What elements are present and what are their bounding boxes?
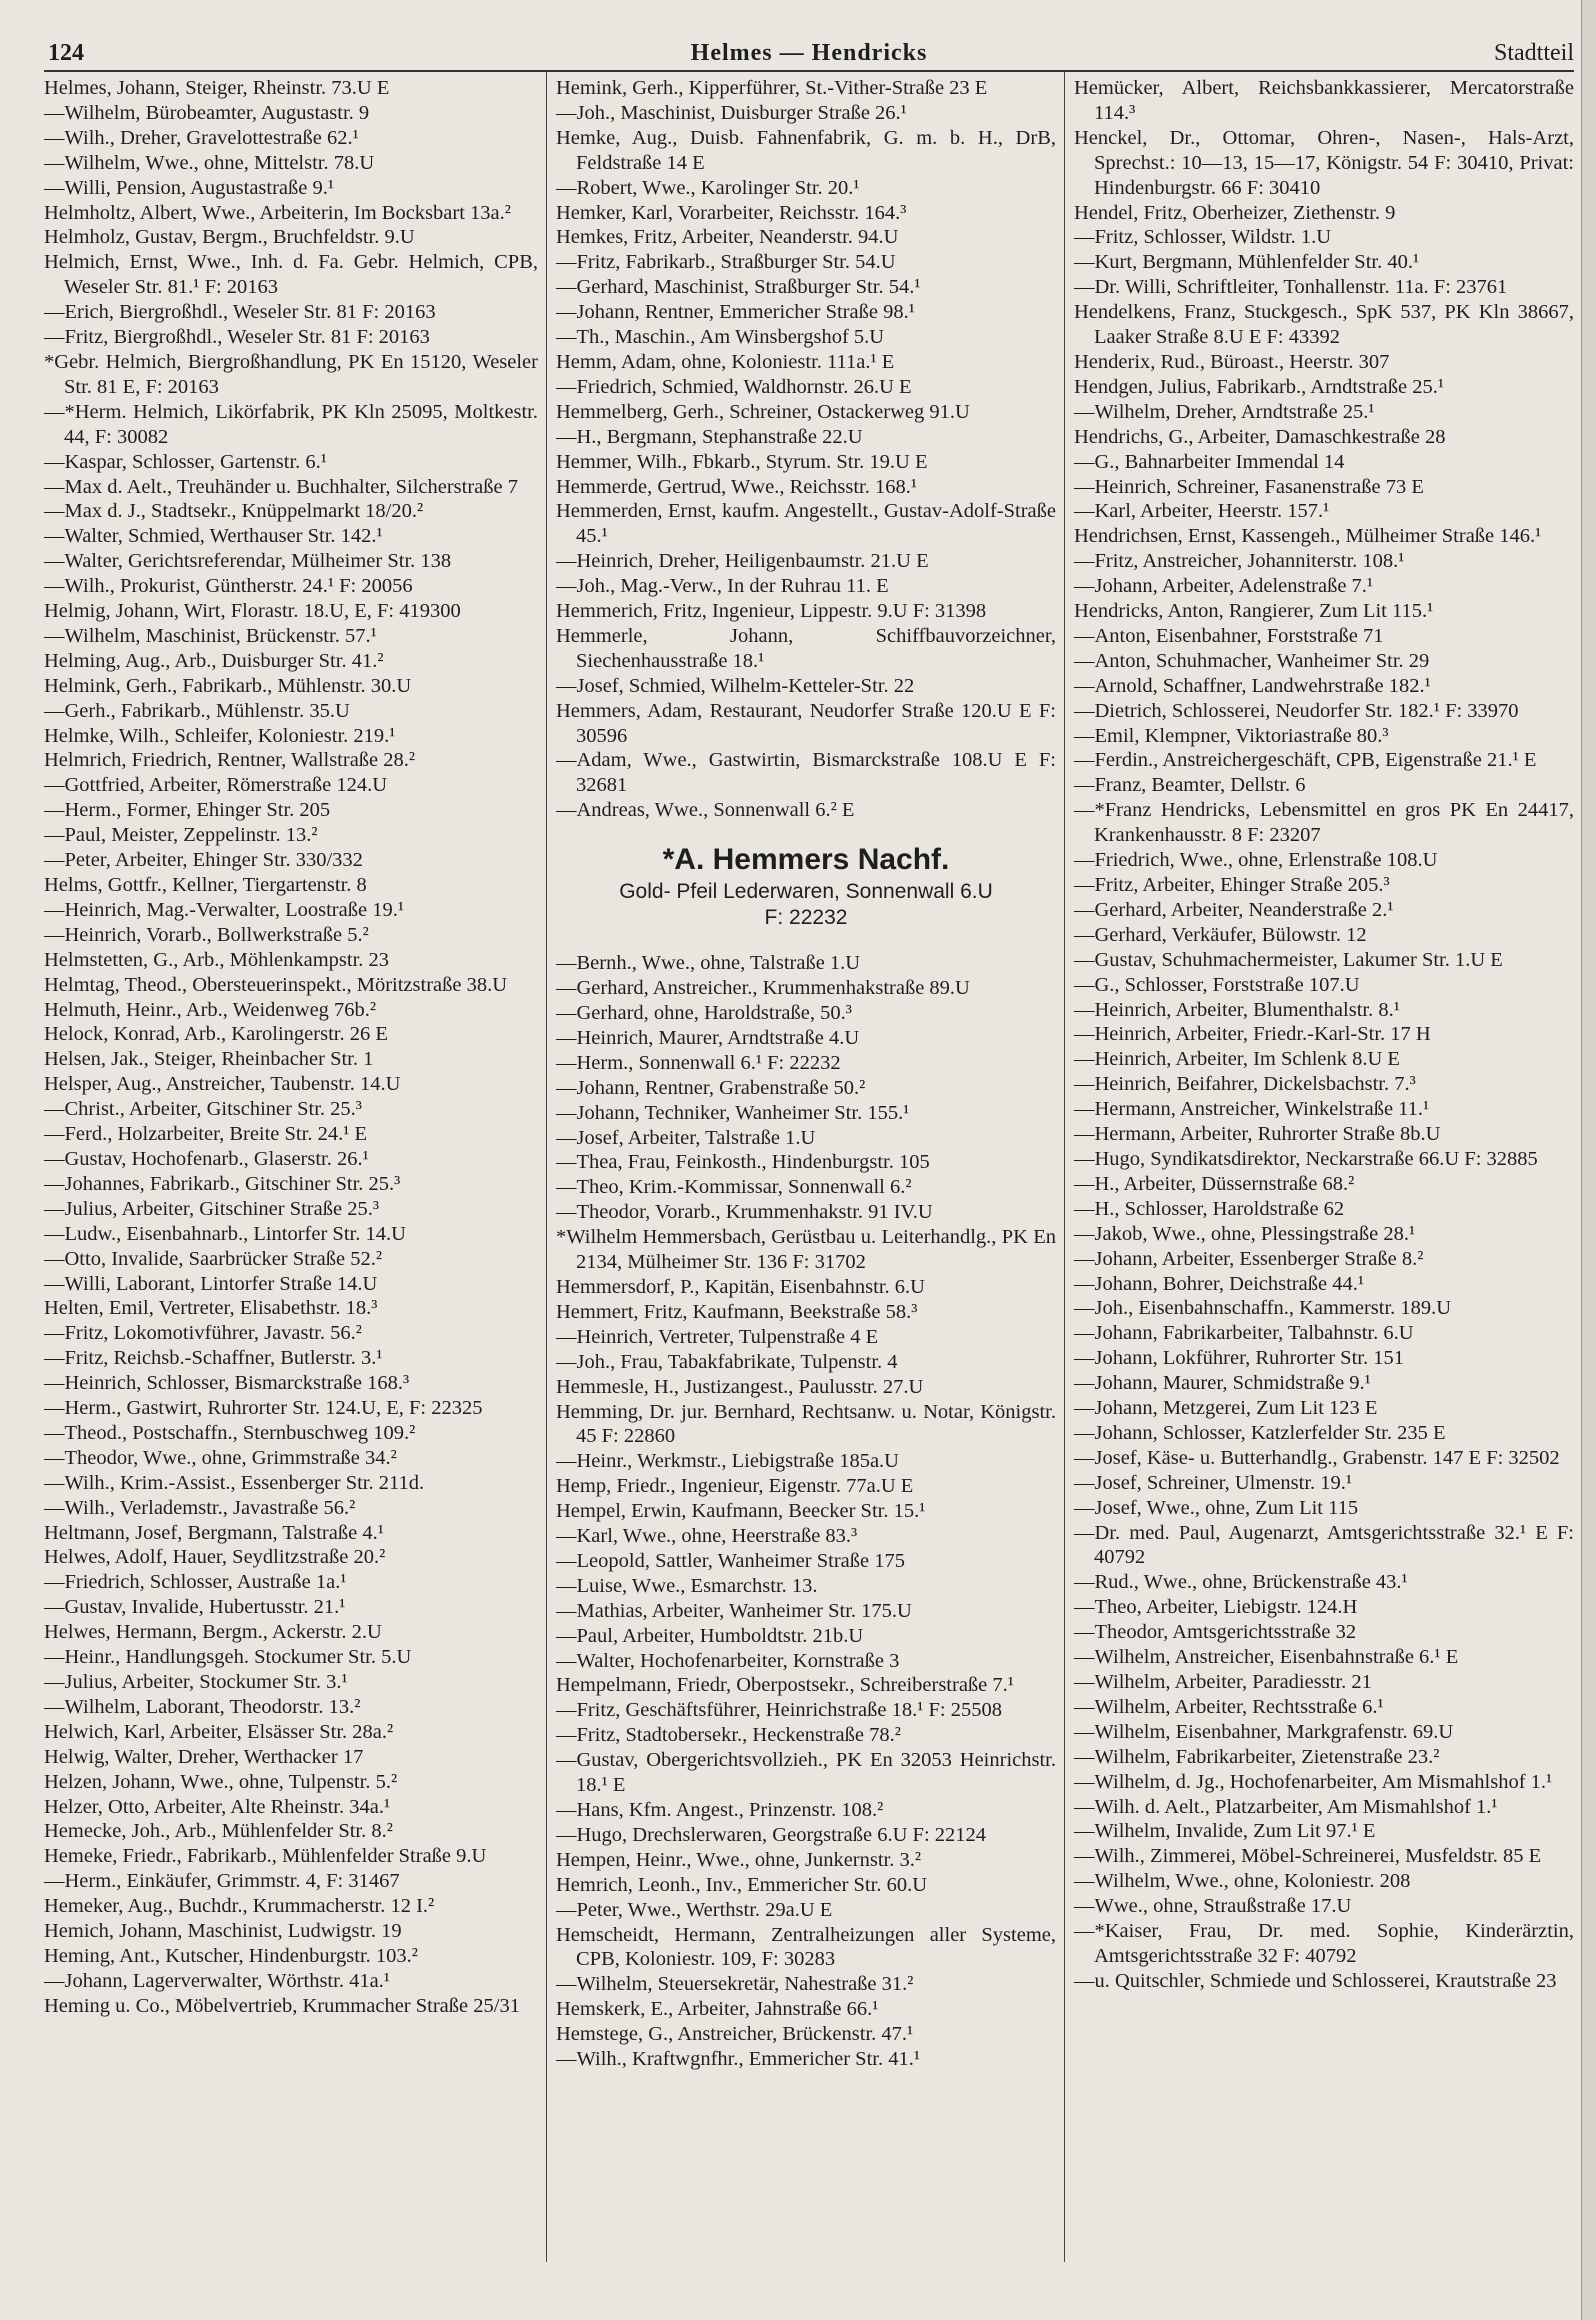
directory-entry: —Wilhelm, Laborant, Theodorstr. 13.² bbox=[44, 1695, 361, 1718]
directory-entry: —Fritz, Arbeiter, Ehinger Straße 205.³ bbox=[1074, 874, 1390, 896]
directory-entry: Helmich, Ernst, Wwe., Inh. d. Fa. Gebr. Helmich, CPB, Weseler Str. 81.¹ F: 20163 bbox=[44, 251, 538, 299]
directory-entry: —Heinrich, Beifahrer, Dickelsbachstr. 7.³ bbox=[1074, 1073, 1416, 1096]
directory-entry: —Julius, Arbeiter, Gitschiner Straße 25.³ bbox=[44, 1197, 379, 1220]
directory-entry: —Josef, Käse- u. Butterhandlg., Grabenstr. 147 E F: 32502 bbox=[1074, 1446, 1560, 1469]
directory-entry: —Paul, Arbeiter, Humboldtstr. 21b.U bbox=[556, 1624, 864, 1647]
directory-entry: —Willi, Pension, Augustastraße 9.¹ bbox=[44, 176, 335, 199]
directory-entry: —Kurt, Bergmann, Mühlenfelder Str. 40.¹ bbox=[1074, 251, 1420, 274]
directory-entry: —Gerhard, Maschinist, Straßburger Str. 54.¹ bbox=[556, 276, 921, 299]
directory-entry: —Wilhelm, Wwe., ohne, Mittelstr. 78.U bbox=[44, 151, 375, 174]
directory-entry: —Anton, Schuhmacher, Wanheimer Str. 29 bbox=[1074, 649, 1430, 672]
directory-entry: —Joh., Mag.-Verw., In der Ruhrau 11. E bbox=[556, 575, 889, 598]
directory-entry: —Theodor, Amtsgerichtsstraße 32 bbox=[1074, 1621, 1357, 1644]
directory-entry: Hemmelberg, Gerh., Schreiner, Ostackerweg 91.U bbox=[556, 400, 970, 423]
directory-entry: —Willi, Laborant, Lintorfer Straße 14.U bbox=[44, 1272, 378, 1295]
directory-entry: *Wilhelm Hemmersbach, Gerüstbau u. Leiterhandlg., PK En 2134, Mülheimer Str. 136 F: 31702 bbox=[556, 1226, 1056, 1274]
directory-entry: Heming, Ant., Kutscher, Hindenburgstr. 103.² bbox=[44, 1944, 418, 1967]
directory-entry: Hemücker, Albert, Reichsbankkassierer, Mercatorstraße 114.³ bbox=[1074, 77, 1574, 124]
directory-entry: Hemmerden, Ernst, kaufm. Angestellt., Gustav-Adolf-Straße 45.¹ bbox=[556, 500, 1056, 548]
directory-entry: —Heinrich, Schreiner, Fasanenstraße 73 E bbox=[1074, 475, 1424, 498]
directory-entry: —Andreas, Wwe., Sonnenwall 6.² E bbox=[556, 799, 855, 822]
directory-entry: Hemich, Johann, Maschinist, Ludwigstr. 19 bbox=[44, 1920, 402, 1943]
directory-entry: —Wilh., Dreher, Gravelottestraße 62.¹ bbox=[44, 126, 359, 149]
directory-entry: —Herm., Einkäufer, Grimmstr. 4, F: 31467 bbox=[44, 1870, 400, 1893]
directory-entry: Hendel, Fritz, Oberheizer, Ziethenstr. 9 bbox=[1074, 201, 1396, 224]
directory-entry: —Herm., Former, Ehinger Str. 205 bbox=[44, 799, 331, 822]
directory-entry: —Erich, Biergroßhdl., Weseler Str. 81 F: 20163 bbox=[44, 301, 436, 324]
directory-entry: —Theodor, Wwe., ohne, Grimmstraße 34.² bbox=[44, 1446, 397, 1469]
directory-entry: Hemeker, Aug., Buchdr., Krummacherstr. 12 I.² bbox=[44, 1895, 435, 1918]
directory-entry: Hemmerich, Fritz, Ingenieur, Lippestr. 9.U F: 31398 bbox=[556, 600, 987, 623]
directory-entry: —Hans, Kfm. Angest., Prinzenstr. 108.² bbox=[556, 1799, 884, 1821]
directory-entry: —u. Quitschler, Schmiede und Schlosserei, Krautstraße 23 bbox=[1074, 1969, 1557, 1992]
directory-entry: Hendgen, Julius, Fabrikarb., Arndtstraße 25.¹ bbox=[1074, 375, 1444, 398]
directory-entry: —Dietrich, Schlosserei, Neudorfer Str. 182.¹ F: 33970 bbox=[1074, 699, 1519, 722]
directory-entry: —H., Bergmann, Stephanstraße 22.U bbox=[556, 425, 863, 448]
directory-entry: —Th., Maschin., Am Winsbergshof 5.U bbox=[556, 326, 885, 349]
directory-entry: —*Kaiser, Frau, Dr. med. Sophie, Kinderärztin, Amtsgerichtsstraße 32 F: 40792 bbox=[1074, 1920, 1574, 1967]
directory-entry: Hemmers, Adam, Restaurant, Neudorfer Straße 120.U E F: 30596 bbox=[556, 699, 1056, 747]
directory-entry: —Johann, Arbeiter, Adelenstraße 7.¹ bbox=[1074, 575, 1374, 598]
directory-entry: —Wilh., Zimmerei, Möbel-Schreinerei, Musfeldstr. 85 E bbox=[1074, 1845, 1542, 1868]
directory-entry: —Johann, Lagerverwalter, Wörthstr. 41a.¹ bbox=[44, 1969, 390, 1992]
directory-entry: Hempen, Heinr., Wwe., ohne, Junkernstr. 3.² bbox=[556, 1848, 922, 1871]
directory-entry: Helzer, Otto, Arbeiter, Alte Rheinstr. 34a.¹ bbox=[44, 1795, 391, 1818]
directory-entry: Hemeke, Friedr., Fabrikarb., Mühlenfelder Straße 9.U bbox=[44, 1845, 487, 1868]
ad-phone: F: 22232 bbox=[764, 906, 848, 930]
directory-entry: —Emil, Klempner, Viktoriastraße 80.³ bbox=[1074, 724, 1389, 747]
directory-entry: —Franz, Beamter, Dellstr. 6 bbox=[1074, 774, 1306, 797]
directory-entry: —Johann, Fabrikarbeiter, Talbahnstr. 6.U bbox=[1074, 1322, 1414, 1345]
directory-entry: —Fritz, Lokomotivführer, Javastr. 56.² bbox=[44, 1322, 362, 1345]
directory-entry: Helwig, Walter, Dreher, Werthacker 17 bbox=[44, 1745, 364, 1768]
directory-entry: —Ludw., Eisenbahnarb., Lintorfer Str. 14.U bbox=[44, 1222, 406, 1245]
directory-entry: —Josef, Schreiner, Ulmenstr. 19.¹ bbox=[1074, 1471, 1353, 1494]
directory-entry: Helmholtz, Albert, Wwe., Arbeiterin, Im Bocksbart 13a.² bbox=[44, 201, 511, 224]
directory-entry: Hemscheidt, Hermann, Zentralheizungen aller Systeme, CPB, Koloniestr. 109, F: 30283 bbox=[556, 1923, 1056, 1971]
directory-entry: —Wilhelm, Bürobeamter, Augustastr. 9 bbox=[44, 101, 370, 124]
directory-entry: —Fritz, Schlosser, Wildstr. 1.U bbox=[1074, 226, 1332, 249]
adjacent-page-edge bbox=[1581, 0, 1596, 2320]
directory-entry: —Karl, Wwe., ohne, Heerstraße 83.³ bbox=[556, 1525, 858, 1548]
directory-entry: —Josef, Wwe., ohne, Zum Lit 115 bbox=[1074, 1496, 1359, 1519]
directory-entry: —Hermann, Arbeiter, Ruhrorter Straße 8b.U bbox=[1074, 1123, 1441, 1146]
directory-entry: —G., Schlosser, Forststraße 107.U bbox=[1074, 973, 1360, 996]
directory-entry: —H., Arbeiter, Düssernstraße 68.² bbox=[1074, 1172, 1355, 1195]
directory-entry: —Johann, Metzgerei, Zum Lit 123 E bbox=[1074, 1397, 1378, 1420]
directory-entry: Helten, Emil, Vertreter, Elisabethstr. 18.³ bbox=[44, 1297, 378, 1320]
directory-entry: —Johann, Bohrer, Deichstraße 44.¹ bbox=[1074, 1272, 1364, 1295]
directory-entry: —Wilhelm, Arbeiter, Paradiesstr. 21 bbox=[1074, 1671, 1372, 1693]
directory-entry: —Fritz, Geschäftsführer, Heinrichstraße 18.¹ F: 25508 bbox=[556, 1699, 1002, 1722]
directory-entry: Hempel, Erwin, Kaufmann, Beecker Str. 15.¹ bbox=[556, 1500, 926, 1523]
directory-entry: —Theodor, Vorarb., Krummenhakstr. 91 IV.U bbox=[556, 1201, 933, 1224]
directory-entry: Helwes, Adolf, Hauer, Seydlitzstraße 20.² bbox=[44, 1546, 386, 1569]
directory-entry: —Wilhelm, d. Jg., Hochofenarbeiter, Am Mismahlshof 1.¹ bbox=[1074, 1770, 1553, 1793]
directory-entry: Hemstege, G., Anstreicher, Brückenstr. 47.¹ bbox=[556, 2023, 914, 2046]
directory-entry: Helmrich, Friedrich, Rentner, Wallstraße 28.² bbox=[44, 749, 416, 772]
directory-entry: —Luise, Wwe., Esmarchstr. 13. bbox=[556, 1574, 818, 1597]
column-divider bbox=[546, 72, 547, 2262]
directory-entry: Hendrichs, G., Arbeiter, Damaschkestraße 28 bbox=[1074, 425, 1446, 448]
directory-entry: —Gerhard, ohne, Haroldstraße, 50.³ bbox=[556, 1002, 852, 1024]
directory-entry: Hemkes, Fritz, Arbeiter, Neanderstr. 94.U bbox=[556, 226, 899, 249]
directory-entry: —Gottfried, Arbeiter, Römerstraße 124.U bbox=[44, 774, 388, 797]
directory-entry: —Josef, Arbeiter, Talstraße 1.U bbox=[556, 1126, 816, 1149]
directory-entry: —Gustav, Obergerichtsvollzieh., PK En 32053 Heinrichstr. 18.¹ E bbox=[556, 1749, 1056, 1797]
directory-entry: —Johannes, Fabrikarb., Gitschiner Str. 25.³ bbox=[44, 1172, 401, 1195]
directory-entry: —Heinrich, Maurer, Arndtstraße 4.U bbox=[556, 1026, 860, 1049]
directory-entry: —Ferdin., Anstreichergeschäft, CPB, Eigenstraße 21.¹ E bbox=[1074, 749, 1537, 772]
directory-entry: —Theod., Postschaffn., Sternbuschweg 109.² bbox=[44, 1421, 416, 1444]
directory-entry: —Max d. J., Stadtsekr., Knüppelmarkt 18/20.² bbox=[44, 500, 424, 523]
directory-entry: —Wilhelm, Arbeiter, Rechtsstraße 6.¹ bbox=[1074, 1695, 1384, 1718]
directory-entry: Helwes, Hermann, Bergm., Ackerstr. 2.U bbox=[44, 1621, 382, 1644]
directory-entry: Hemskerk, E., Arbeiter, Jahnstraße 66.¹ bbox=[556, 1998, 879, 2021]
directory-entry: —Christ., Arbeiter, Gitschiner Str. 25.³ bbox=[44, 1098, 362, 1121]
directory-entry: —Walter, Hochofenarbeiter, Kornstraße 3 bbox=[556, 1649, 900, 1672]
directory-entry: —Wilh., Kraftwgnfhr., Emmericher Str. 41.¹ bbox=[556, 2048, 920, 2071]
directory-entry: —Wilhelm, Wwe., ohne, Koloniestr. 208 bbox=[1074, 1870, 1411, 1893]
directory-entry: —Friedrich, Schlosser, Austraße 1a.¹ bbox=[44, 1571, 347, 1594]
page-title: Helmes — Hendricks bbox=[690, 40, 928, 66]
directory-entry: —Kaspar, Schlosser, Gartenstr. 6.¹ bbox=[44, 450, 327, 473]
directory-entry: —Leopold, Sattler, Wanheimer Straße 175 bbox=[556, 1549, 905, 1572]
directory-entry: —Joh., Frau, Tabakfabrikate, Tulpenstr. 4 bbox=[556, 1350, 898, 1373]
directory-entry: —Walter, Schmied, Werthauser Str. 142.¹ bbox=[44, 525, 383, 548]
directory-entry: —Johann, Lokführer, Ruhrorter Str. 151 bbox=[1074, 1347, 1404, 1370]
directory-entry: —Peter, Arbeiter, Ehinger Str. 330/332 bbox=[44, 849, 363, 872]
directory-entry: —Johann, Schlosser, Katzlerfelder Str. 235 E bbox=[1074, 1421, 1446, 1444]
directory-entry: —Rud., Wwe., ohne, Brückenstraße 43.¹ bbox=[1074, 1571, 1408, 1594]
directory-entry: Helmstetten, G., Arb., Möhlenkampstr. 23 bbox=[44, 948, 390, 971]
directory-entry: —Heinrich, Dreher, Heiligenbaumstr. 21.U E bbox=[556, 550, 929, 573]
directory-entry: —Heinrich, Arbeiter, Im Schlenk 8.U E bbox=[1074, 1048, 1400, 1071]
directory-entry: —Wilhelm, Eisenbahner, Markgrafenstr. 69.U bbox=[1074, 1720, 1454, 1743]
directory-entry: —Herm., Gastwirt, Ruhrorter Str. 124.U, E, F: 22325 bbox=[44, 1397, 483, 1420]
directory-entry: Hemmesle, H., Justizangest., Paulusstr. 27.U bbox=[556, 1375, 924, 1398]
page-number: 124 bbox=[48, 40, 84, 66]
directory-entry: Helmuth, Heinr., Arb., Weidenweg 76b.² bbox=[44, 998, 377, 1021]
directory-entry: —Heinr., Werkmstr., Liebigstraße 185a.U bbox=[556, 1450, 899, 1473]
header-section-label: Stadtteil bbox=[1494, 40, 1574, 66]
directory-entry: —Dr. Willi, Schriftleiter, Tonhallenstr. 11a. F: 23761 bbox=[1074, 276, 1508, 299]
directory-entry: —Hugo, Syndikatsdirektor, Neckarstraße 66.U F: 32885 bbox=[1074, 1147, 1538, 1170]
directory-entry: Hendrichsen, Ernst, Kassengeh., Mülheimer Straße 146.¹ bbox=[1074, 525, 1542, 548]
directory-entry: —Herm., Sonnenwall 6.¹ F: 22232 bbox=[556, 1051, 841, 1074]
directory-entry: Helmtag, Theod., Obersteuerinspekt., Möritzstraße 38.U bbox=[44, 973, 508, 996]
directory-entry: Helzen, Johann, Wwe., ohne, Tulpenstr. 5.² bbox=[44, 1770, 398, 1793]
directory-entry: —H., Schlosser, Haroldstraße 62 bbox=[1074, 1197, 1345, 1220]
directory-entry: —Gustav, Hochofenarb., Glaserstr. 26.¹ bbox=[44, 1147, 369, 1170]
directory-entry: Hemmert, Fritz, Kaufmann, Beekstraße 58.³ bbox=[556, 1300, 918, 1323]
directory-entry: —Jakob, Wwe., ohne, Plessingstraße 28.¹ bbox=[1074, 1222, 1416, 1245]
directory-entry: —Johann, Rentner, Emmericher Straße 98.¹ bbox=[556, 301, 915, 324]
directory-entry: —Friedrich, Wwe., ohne, Erlenstraße 108.U bbox=[1074, 849, 1438, 872]
directory-entry: Hemp, Friedr., Ingenieur, Eigenstr. 77a.U E bbox=[556, 1475, 914, 1498]
directory-entry: Henderix, Rud., Büroast., Heerstr. 307 bbox=[1074, 350, 1390, 373]
directory-entry: —Johann, Maurer, Schmidstraße 9.¹ bbox=[1074, 1372, 1371, 1395]
column-divider bbox=[1064, 72, 1065, 2262]
directory-entry: —Joh., Eisenbahnschaffn., Kammerstr. 189.U bbox=[1074, 1297, 1452, 1320]
directory-entry: —Wilhelm, Anstreicher, Eisenbahnstraße 6.¹ E bbox=[1074, 1646, 1459, 1669]
ad-description: Gold- Pfeil Lederwaren, Sonnenwall 6.U bbox=[619, 880, 993, 904]
directory-entry: Hemke, Aug., Duisb. Fahnenfabrik, G. m. b. H., DrB, Feldstraße 14 E bbox=[556, 126, 1056, 174]
directory-entry: Helwich, Karl, Arbeiter, Elsässer Str. 28a.² bbox=[44, 1720, 394, 1743]
directory-entry: —Wilh., Prokurist, Güntherstr. 24.¹ F: 20056 bbox=[44, 575, 413, 598]
directory-entry: Helming, Aug., Arb., Duisburger Str. 41.² bbox=[44, 649, 384, 672]
directory-entry: —Heinrich, Vertreter, Tulpenstraße 4 E bbox=[556, 1325, 879, 1348]
directory-entry: —Wilhelm, Fabrikarbeiter, Zietenstraße 23.² bbox=[1074, 1745, 1440, 1768]
directory-entry: Helmke, Wilh., Schleifer, Koloniestr. 219.¹ bbox=[44, 724, 396, 747]
directory-entry: Helock, Konrad, Arb., Karolingerstr. 26 E bbox=[44, 1023, 388, 1046]
directory-entry: *Gebr. Helmich, Biergroßhandlung, PK En 15120, Weseler Str. 81 E, F: 20163 bbox=[44, 350, 538, 398]
directory-entry: Helms, Gottfr., Kellner, Tiergartenstr. 8 bbox=[44, 874, 367, 896]
directory-entry: —Johann, Arbeiter, Essenberger Straße 8.² bbox=[1074, 1247, 1424, 1270]
directory-entry: Helmes, Johann, Steiger, Rheinstr. 73.U E bbox=[44, 77, 390, 99]
directory-entry: —Peter, Wwe., Werthstr. 29a.U E bbox=[556, 1898, 833, 1921]
directory-entry: —Fritz, Anstreicher, Johanniterstr. 108.¹ bbox=[1074, 550, 1405, 573]
directory-entry: —Otto, Invalide, Saarbrücker Straße 52.² bbox=[44, 1247, 383, 1270]
directory-entry: Hemming, Dr. jur. Bernhard, Rechtsanw. u. Notar, Königstr. 45 F: 22860 bbox=[556, 1400, 1056, 1448]
directory-entry: —Hermann, Anstreicher, Winkelstraße 11.¹ bbox=[1074, 1098, 1430, 1121]
directory-entry: —Max d. Aelt., Treuhänder u. Buchhalter, Silcherstraße 7 bbox=[44, 475, 519, 498]
directory-entry: —Fritz, Biergroßhdl., Weseler Str. 81 F: 20163 bbox=[44, 326, 430, 349]
directory-entry: —Adam, Wwe., Gastwirtin, Bismarckstraße 108.U E F: 32681 bbox=[556, 749, 1056, 797]
directory-entry: —Anton, Eisenbahner, Forststraße 71 bbox=[1074, 624, 1384, 647]
directory-entry: —Dr. med. Paul, Augenarzt, Amtsgerichtsstraße 32.¹ E F: 40792 bbox=[1074, 1521, 1574, 1569]
directory-entry: —Johann, Rentner, Grabenstraße 50.² bbox=[556, 1076, 866, 1099]
directory-entry: —Heinrich, Arbeiter, Friedr.-Karl-Str. 17 H bbox=[1074, 1023, 1431, 1046]
directory-entry: Hendricks, Anton, Rangierer, Zum Lit 115.¹ bbox=[1074, 600, 1434, 623]
directory-entry: —Fritz, Fabrikarb., Straßburger Str. 54.U bbox=[556, 251, 896, 274]
directory-entry: —Wilhelm, Dreher, Arndtstraße 25.¹ bbox=[1074, 400, 1375, 423]
directory-entry: —G., Bahnarbeiter Immendal 14 bbox=[1074, 450, 1345, 473]
directory-entry: —Josef, Schmied, Wilhelm-Ketteler-Str. 22 bbox=[556, 674, 915, 697]
directory-entry: Hendelkens, Franz, Stuckgesch., SpK 537, PK Kln 38667, Laaker Straße 8.U E F: 43392 bbox=[1074, 301, 1574, 349]
directory-entry: —Heinr., Handlungsgeh. Stockumer Str. 5.U bbox=[44, 1646, 412, 1669]
directory-entry: —Heinrich, Mag.-Verwalter, Loostraße 19.¹ bbox=[44, 898, 404, 921]
directory-entry: —Wilhelm, Invalide, Zum Lit 97.¹ E bbox=[1074, 1820, 1376, 1843]
directory-entry: —Theo, Arbeiter, Liebigstr. 124.H bbox=[1074, 1596, 1358, 1619]
directory-entry: Hemmerle, Johann, Schiffbauvorzeichner, Siechenhausstraße 18.¹ bbox=[556, 624, 1056, 672]
directory-entry: Helmholz, Gustav, Bergm., Bruchfeldstr. 9.U bbox=[44, 226, 415, 249]
directory-entry: Henckel, Dr., Ottomar, Ohren-, Nasen-, Hals-Arzt, Sprechst.: 10—13, 15—17, Königstr. 54 F: 30410, Privat: Hindenburgstr. 66 F: 30410 bbox=[1074, 126, 1574, 199]
directory-entry: —Gustav, Invalide, Hubertusstr. 21.¹ bbox=[44, 1596, 346, 1619]
directory-entry: Helsen, Jak., Steiger, Rheinbacher Str. 1 bbox=[44, 1048, 374, 1071]
directory-entry: —Hugo, Drechslerwaren, Georgstraße 6.U F: 22124 bbox=[556, 1823, 987, 1846]
directory-entry: —Walter, Gerichtsreferendar, Mülheimer Str. 138 bbox=[44, 550, 452, 573]
directory-entry: —Johann, Techniker, Wanheimer Str. 155.¹ bbox=[556, 1101, 910, 1124]
directory-entry: Hemmer, Wilh., Fbkarb., Styrum. Str. 19.U E bbox=[556, 450, 928, 473]
directory-entry: Helmig, Johann, Wirt, Florastr. 18.U, E, F: 419300 bbox=[44, 600, 461, 623]
directory-entry: —Friedrich, Schmied, Waldhornstr. 26.U E bbox=[556, 375, 912, 398]
directory-entry: —Joh., Maschinist, Duisburger Straße 26.¹ bbox=[556, 101, 907, 124]
column-1 bbox=[44, 76, 538, 2019]
directory-entry: Hemmersdorf, P., Kapitän, Eisenbahnstr. 6.U bbox=[556, 1275, 925, 1298]
directory-entry: —Thea, Frau, Feinkosth., Hindenburgstr. 105 bbox=[556, 1151, 930, 1174]
column-3 bbox=[1074, 76, 1574, 1994]
directory-entry: Hemecke, Joh., Arb., Mühlenfelder Str. 8.² bbox=[44, 1820, 393, 1843]
directory-entry: —Fritz, Reichsb.-Schaffner, Butlerstr. 3.¹ bbox=[44, 1347, 383, 1370]
directory-entry: —Wilh., Krim.-Assist., Essenberger Str. 211d. bbox=[44, 1471, 425, 1494]
directory-entry: —Gustav, Schuhmachermeister, Lakumer Str. 1.U E bbox=[1074, 948, 1503, 971]
directory-entry: —Bernh., Wwe., ohne, Talstraße 1.U bbox=[556, 952, 861, 975]
directory-entry: —Gerhard, Anstreicher., Krummenhakstraße 89.U bbox=[556, 977, 970, 1000]
directory-entry: Hemrich, Leonh., Inv., Emmericher Str. 60.U bbox=[556, 1873, 927, 1896]
directory-entry: —Theo, Krim.-Kommissar, Sonnenwall 6.² bbox=[556, 1176, 912, 1199]
directory-entry: —Karl, Arbeiter, Heerstr. 157.¹ bbox=[1074, 500, 1330, 523]
directory-entry: —Julius, Arbeiter, Stockumer Str. 3.¹ bbox=[44, 1671, 348, 1693]
directory-entry: Heltmann, Josef, Bergmann, Talstraße 4.¹ bbox=[44, 1521, 384, 1544]
directory-entry: —Gerhard, Verkäufer, Bülowstr. 12 bbox=[1074, 923, 1367, 946]
ad-company-name: *A. Hemmers Nachf. bbox=[662, 843, 950, 877]
directory-entry: —Heinrich, Schlosser, Bismarckstraße 168.³ bbox=[44, 1372, 410, 1395]
directory-entry: Hemm, Adam, ohne, Koloniestr. 111a.¹ E bbox=[556, 350, 895, 373]
directory-entry: —Wilhelm, Maschinist, Brückenstr. 57.¹ bbox=[44, 624, 377, 647]
directory-entry: —Gerh., Fabrikarb., Mühlenstr. 35.U bbox=[44, 699, 350, 722]
directory-entry: —*Herm. Helmich, Likörfabrik, PK Kln 25095, Moltkestr. 44, F: 30082 bbox=[44, 400, 538, 448]
directory-entry: —Paul, Meister, Zeppelinstr. 13.² bbox=[44, 824, 318, 847]
directory-entry: Hempelmann, Friedr, Oberpostsekr., Schreiberstraße 7.¹ bbox=[556, 1674, 1014, 1697]
directory-entry: —Ferd., Holzarbeiter, Breite Str. 24.¹ E bbox=[44, 1123, 367, 1146]
directory-entry: —Mathias, Arbeiter, Wanheimer Str. 175.U bbox=[556, 1599, 912, 1622]
directory-entry: —*Franz Hendricks, Lebensmittel en gros PK En 24417, Krankenhausstr. 8 F: 23207 bbox=[1074, 799, 1574, 847]
directory-entry: —Robert, Wwe., Karolinger Str. 20.¹ bbox=[556, 176, 860, 199]
page-header bbox=[44, 40, 1574, 70]
header-rule bbox=[44, 70, 1574, 72]
directory-entry: Hemmerde, Gertrud, Wwe., Reichsstr. 168.¹ bbox=[556, 475, 918, 498]
directory-entry: Helsper, Aug., Anstreicher, Taubenstr. 14.U bbox=[44, 1073, 401, 1096]
directory-entry: —Wilh. d. Aelt., Platzarbeiter, Am Mismahlshof 1.¹ bbox=[1074, 1795, 1498, 1818]
directory-entry: —Gerhard, Arbeiter, Neanderstraße 2.¹ bbox=[1074, 898, 1394, 921]
directory-entry: —Wilh., Verlademstr., Javastraße 56.² bbox=[44, 1496, 356, 1519]
directory-entry: Helmink, Gerh., Fabrikarb., Mühlenstr. 30.U bbox=[44, 674, 412, 697]
directory-entry: —Heinrich, Arbeiter, Blumenthalstr. 8.¹ bbox=[1074, 998, 1400, 1021]
directory-entry: Heming u. Co., Möbelvertrieb, Krummacher Straße 25/31 bbox=[44, 1994, 520, 2017]
directory-entry: Hemker, Karl, Vorarbeiter, Reichsstr. 164.³ bbox=[556, 201, 907, 224]
directory-entry: —Heinrich, Vorarb., Bollwerkstraße 5.² bbox=[44, 923, 369, 946]
directory-entry: —Wilhelm, Steuersekretär, Nahestraße 31.² bbox=[556, 1973, 914, 1996]
directory-entry: —Wwe., ohne, Straußstraße 17.U bbox=[1074, 1895, 1352, 1918]
advertisement-hemmers bbox=[556, 841, 1056, 931]
column-2 bbox=[556, 76, 1056, 2072]
directory-entry: —Fritz, Stadtobersekr., Heckenstraße 78.² bbox=[556, 1724, 901, 1747]
directory-entry: Hemink, Gerh., Kipperführer, St.-Vither-Straße 23 E bbox=[556, 77, 988, 99]
directory-entry: —Arnold, Schaffner, Landwehrstraße 182.¹ bbox=[1074, 674, 1431, 697]
